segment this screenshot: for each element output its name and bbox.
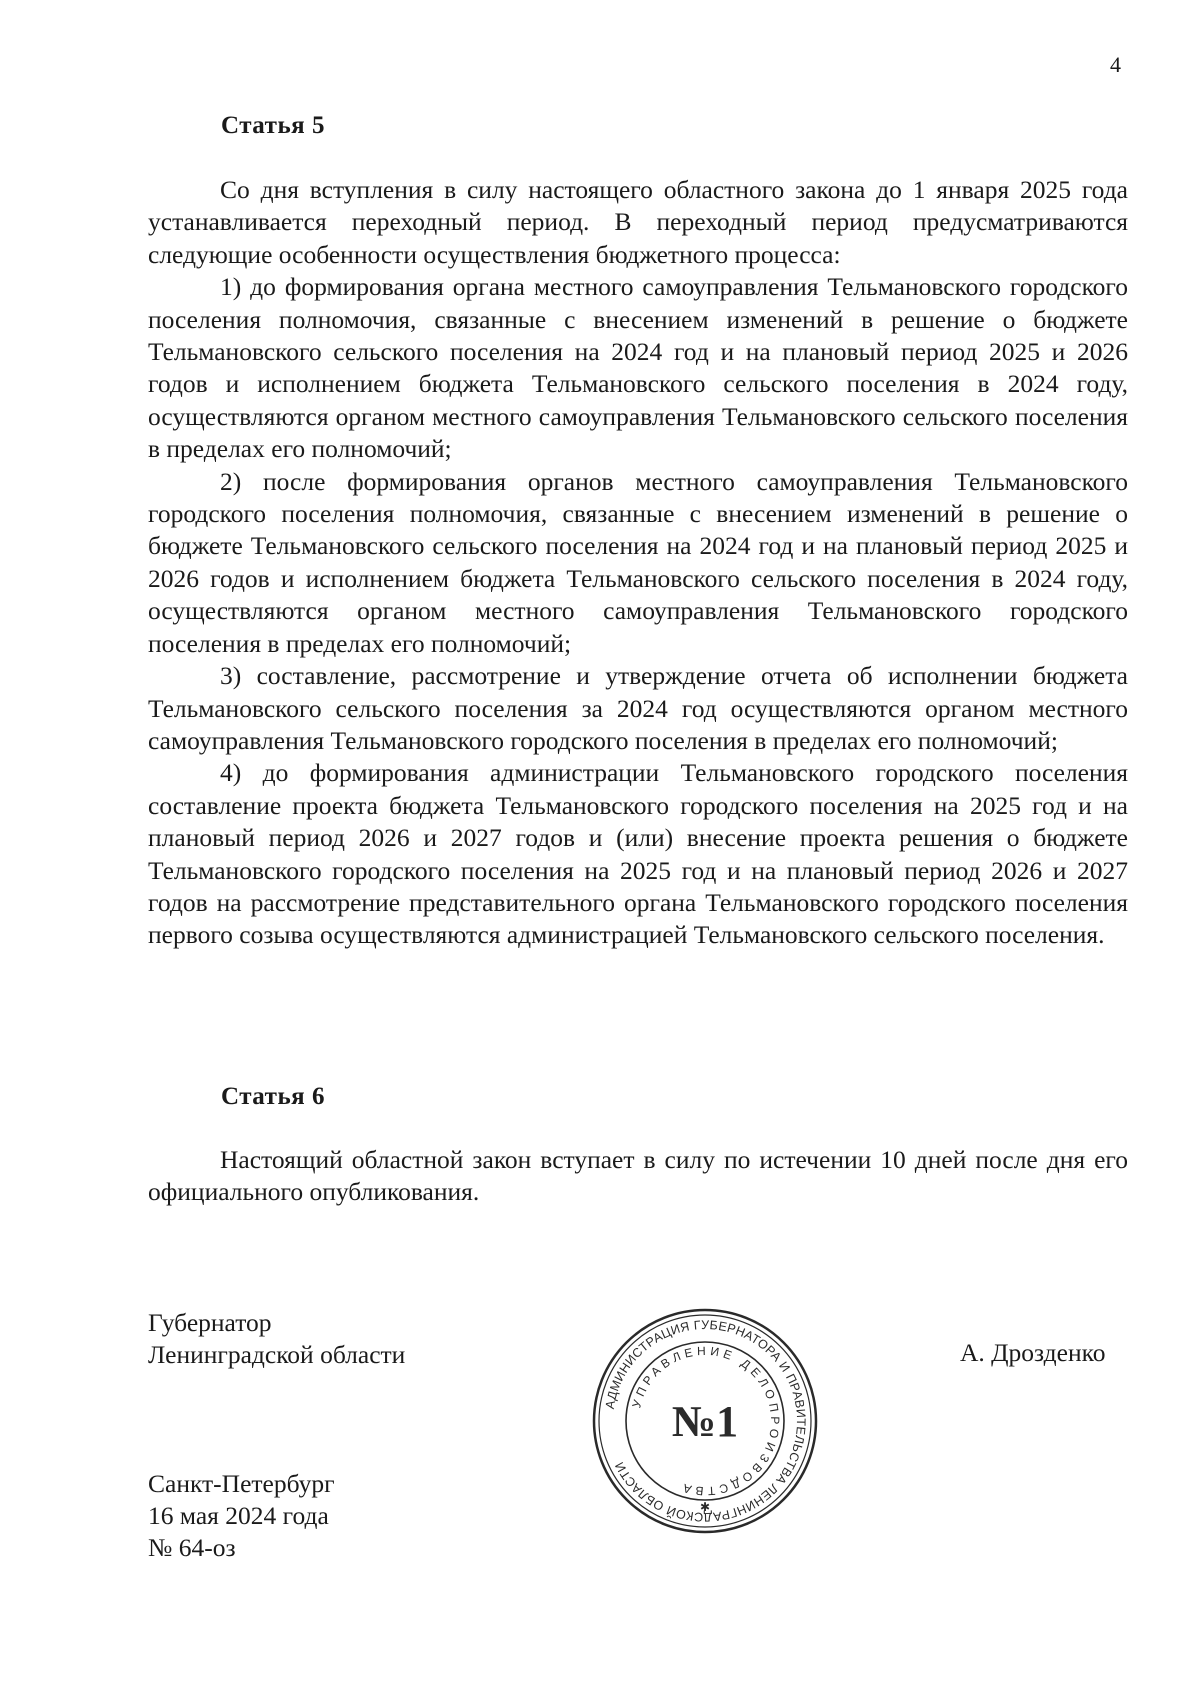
article-5-title: Статья 5 [221,112,325,139]
signatory-position-line-2: Ленинградской области [148,1340,406,1369]
article-5-item-4: 4) до формирования администрации Тельмановского городского поселения составление проекта бюджета Тельмановского городского поселения на 2025 год и на плановый период 2026 и 2027 годов и (или) внесение проекта решения о бюджете Тельмановского городского поселения на 2025 год и на плановый период 2026 и 2027 годов на рассмотрение представительного органа Тельмановского городского поселения первого созыва осуществляются администрацией Тельмановского сельского поселения. [148,758,1128,950]
seal-inner-text: УПРАВЛЕНИЕ ДЕЛОПРОИЗВОДСТВА [629,1343,783,1499]
article-5-item-3: 3) составление, рассмотрение и утверждение отчета об исполнении бюджета Тельмановского сельского поселения за 2024 год осуществляются органом местного самоуправления Тельмановского городского поселения в пределах его полномочий; [148,661,1128,755]
article-5-body [148,174,1128,952]
article-5-item-2: 2) после формирования органов местного самоуправления Тельмановского городского поселения полномочия, связанные с внесением изменений в решение о бюджете Тельмановского сельского поселения на 2024 год и на плановый период 2025 и 2026 годов и исполнением бюджета Тельмановского сельского поселения в 2024 году, осуществляются органом местного самоуправления Тельмановского городского поселения в пределах его полномочий; [148,466,1128,658]
article-5-intro: Со дня вступления в силу настоящего областного закона до 1 января 2025 года устанавливается переходный период. В переходный период предусматриваются следующие особенности осуществления бюджетного процесса: [148,175,1128,269]
place-and-date [148,1468,335,1564]
seal-star-icon: ✱ [699,1500,711,1514]
city: Санкт-Петербург [148,1469,335,1498]
signatory-position-line-1: Губернатор [148,1308,272,1337]
article-6-title: Статья 6 [221,1083,325,1110]
seal-center-number: №1 [671,1397,739,1446]
seal-outer-text: АДМИНИСТРАЦИЯ ГУБЕРНАТОРА И ПРАВИТЕЛЬСТВА ЛЕНИНГРАДСКОЙ ОБЛАСТИ [602,1317,809,1525]
article-5-item-1: 1) до формирования органа местного самоуправления Тельмановского городского поселения полномочия, связанные с внесением изменений в решение о бюджете Тельмановского сельского поселения на 2024 год и на плановый период 2025 и 2026 годов и исполнением бюджета Тельмановского сельского поселения в 2024 году, осуществляются органом местного самоуправления Тельмановского сельского поселения в пределах его полномочий; [148,272,1128,464]
official-seal-stamp [592,1308,818,1534]
article-6-body [148,1144,1128,1209]
article-6-text: Настоящий областной закон вступает в силу по истечении 10 дней после дня его официального опубликования. [148,1145,1128,1207]
signatory-position [148,1307,405,1371]
page-number: 4 [1110,52,1121,77]
date: 16 мая 2024 года [148,1501,329,1530]
law-number: № 64-оз [148,1533,236,1562]
signatory-name: А. Дрозденко [960,1338,1106,1367]
